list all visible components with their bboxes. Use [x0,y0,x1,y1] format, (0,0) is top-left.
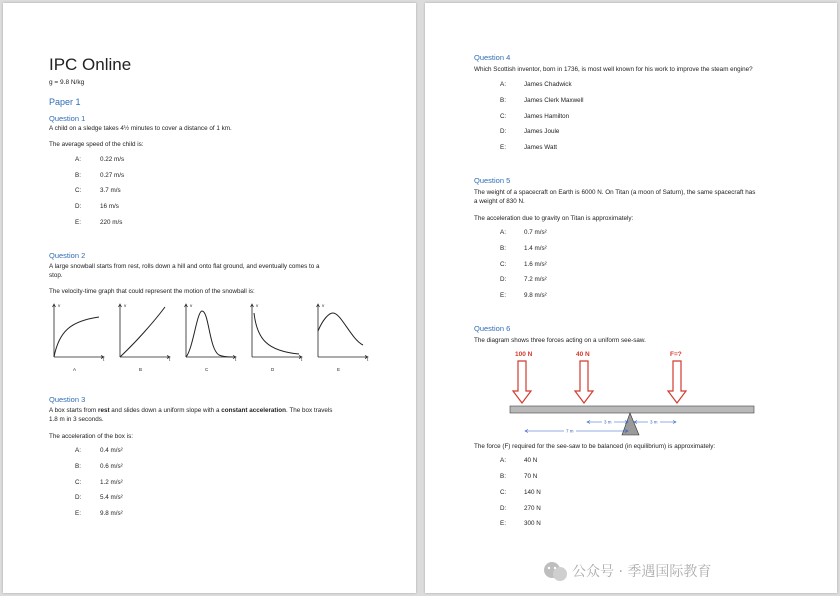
svg-text:3 m: 3 m [650,419,658,425]
question-4-heading: Question 4 [474,53,511,62]
dimension-3m-left [587,420,628,425]
svg-text:3 m: 3 m [604,419,612,425]
svg-text:t: t [169,357,171,362]
force-arrow-100n [513,361,531,403]
force-label-f: F=? [670,351,682,358]
graph-c[interactable] [185,303,238,362]
question-3-text-line2: 1.8 m in 3 seconds. [49,416,104,423]
question-3-heading: Question 3 [49,395,86,404]
force-label-100n: 100 N [515,351,533,358]
question-4-text: Which Scottish inventor, born in 1736, is most well known for his work to improve the steam engine? [474,66,753,73]
graph-a[interactable] [53,303,106,362]
svg-text:t: t [367,357,369,362]
svg-text:v: v [322,303,325,308]
svg-text:v: v [124,303,127,308]
question-5-text-line2: a weight of 830 N. [474,198,525,205]
doc-subtitle: g = 9.8 N/kg [49,79,85,86]
question-2-heading: Question 2 [49,251,86,260]
question-2-text-line2: stop. [49,272,63,279]
question-5-text-line1: The weight of a spacecraft on Earth is 6000 N. On Titan (a moon of Saturn), the same spacecraft has [474,189,756,196]
dimension-3m-right [634,420,676,425]
graph-e[interactable] [317,303,370,362]
svg-text:v: v [58,303,61,308]
question-2-prompt: The velocity-time graph that could represent the motion of the snowball is: [49,288,255,295]
question-1-prompt: The average speed of the child is: [49,141,144,148]
doc-title: IPC Online [49,55,132,74]
question-6-text: The diagram shows three forces acting on a uniform see-saw. [474,337,646,344]
graph-b[interactable] [119,303,172,362]
watermark-text: 公众号 · 季遇国际教育 [572,564,712,580]
wechat-icon [544,562,567,581]
document-page-right: Question 4 Which Scottish inventor, born in 1736, is most well known for his work to improve the steam engine? A: James Chadwick B: James Clerk Maxwell C: James Hamilton D: James Joule E: James Watt Question 5 The weight of a spacecraft on Earth is 6000 N. On Titan (a moon of Saturn), the same spacecraft has a weight of 830 N. The acceleration due to gravity on Titan is approximately: A: 0.7 m/s² B: 1.4 m/s² C: 1.6 m/s² D: 7.2 m/s² E: 9.8 m/s² Question 6 The diagram shows three forces acting on a uniform see-saw. 100 N 40 N F=? 3 m 3 m 7 m The force (F) required for the see-saw to be balanced (in equilibrium) is approximately: A: 40 N B: 70 N C: 140 N D: 270 N E: 300 N [425,3,837,593]
svg-text:t: t [301,357,303,362]
graph-label-b: B [139,367,143,372]
question-3-prompt: The acceleration of the box is: [49,433,134,440]
force-label-40n: 40 N [576,351,590,358]
force-arrow-40n [575,361,593,403]
svg-text:t: t [235,357,237,362]
question-6-prompt: The force (F) required for the see-saw to be balanced (in equilibrium) is approximately: [474,443,716,450]
svg-text:t: t [103,357,105,362]
graph-label-d: D [271,367,275,372]
question-5-heading: Question 5 [474,176,511,185]
question-1-text: A child on a sledge takes 4½ minutes to cover a distance of 1 km. [49,125,232,132]
svg-text:7 m: 7 m [566,428,574,434]
document-page-left: IPC Online g = 9.8 N/kg Paper 1 Question 1 A child on a sledge takes 4½ minutes to cover a distance of 1 km. The average speed of the child is: A: 0.22 m/s B: 0.27 m/s C: 3.7 m/s D: 16 m/s E: 220 m/s Question 2 A large snowball starts from rest, rolls down a hill and onto flat ground, and eventually comes to a stop. The velocity-time graph that could represent the motion of the snowball is: v t v t v t v t v t A B C D E Question 3 A box starts from rest and slides down a uniform slope with a constant acceleration. The box travels 1.8 m in 3 seconds. The acceleration of the box is: A: 0.4 m/s² B: 0.6 m/s² C: 1.2 m/s² D: 5.4 m/s² E: 9.8 m/s² [3,3,416,593]
graph-label-c: C [205,367,209,372]
fulcrum [622,413,639,435]
paper-heading: Paper 1 [49,97,81,107]
see-saw-plank [510,406,754,413]
question-6-heading: Question 6 [474,324,511,333]
velocity-time-graphs [47,299,377,377]
graph-d[interactable] [251,303,304,362]
svg-text:v: v [256,303,259,308]
question-3-text-line1: A box starts from rest and slides down a uniform slope with a constant acceleration. The box travels [49,407,333,414]
svg-text:v: v [190,303,193,308]
dimension-7m [525,429,628,434]
question-2-text-line1: A large snowball starts from rest, rolls down a hill and onto flat ground, and eventually comes to a [49,263,320,270]
graph-label-a: A [73,367,77,372]
question-5-prompt: The acceleration due to gravity on Titan is approximately: [474,215,634,222]
watermark [540,548,830,588]
graph-label-e: E [337,367,341,372]
see-saw-diagram [505,347,760,442]
force-arrow-f [668,361,686,403]
question-1-heading: Question 1 [49,114,86,123]
